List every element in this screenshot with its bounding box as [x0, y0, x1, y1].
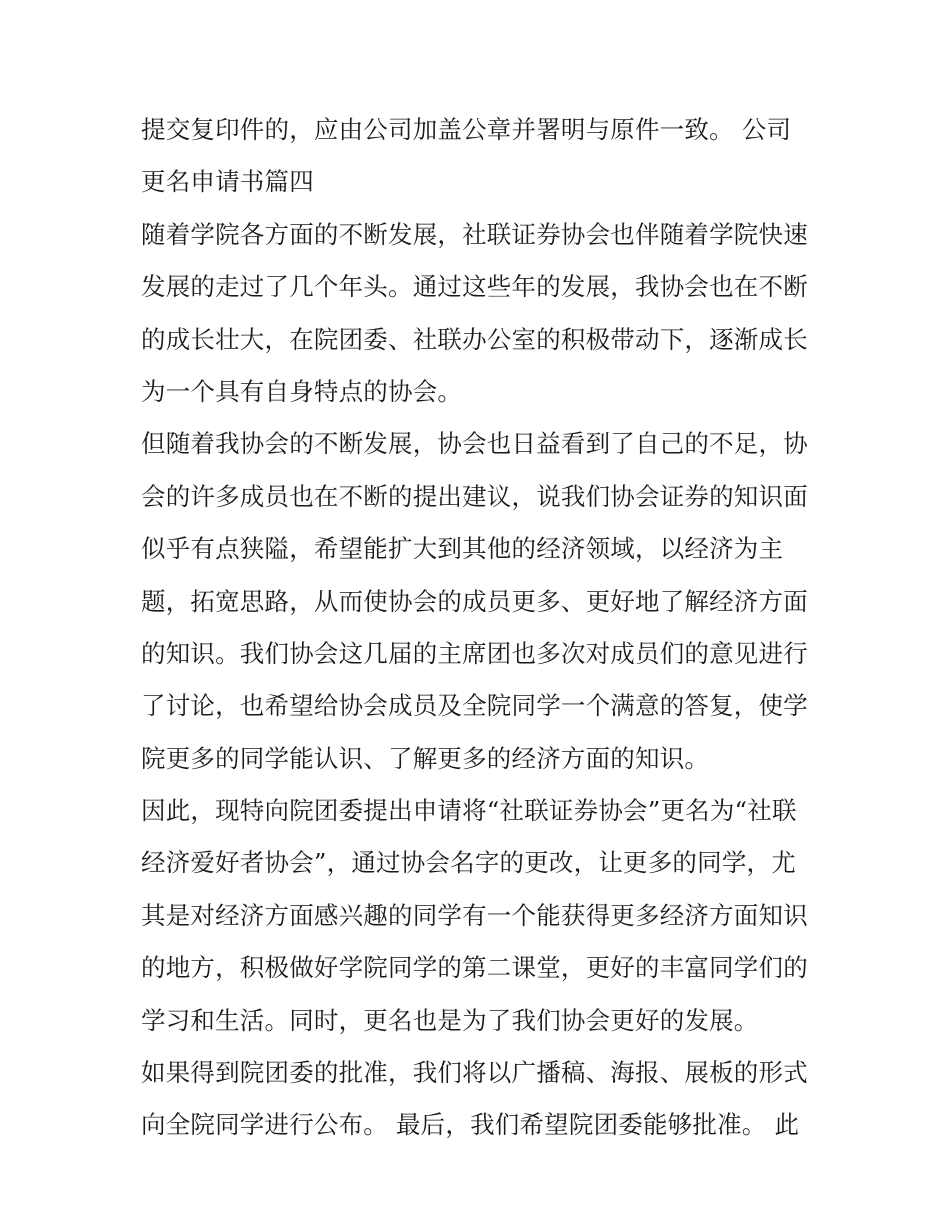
text-line: 的地方，积极做好学院同学的第二课堂，更好的丰富同学们的 [141, 953, 808, 983]
text-line: 因此，现特向院团委提出申请将“社联证券协会”更名为“社联 [141, 796, 797, 826]
text-line: 似乎有点狭隘，希望能扩大到其他的经济领域，以经济为主 [141, 534, 784, 564]
text-line: 了讨论，也希望给协会成员及全院同学一个满意的答复，使学 [141, 691, 808, 721]
text-line: 学习和生活。同时，更名也是为了我们协会更好的发展。 [141, 1005, 759, 1035]
text-line: 其是对经济方面感兴趣的同学有一个能获得更多经济方面知识 [141, 900, 808, 930]
document-body [141, 108, 821, 1156]
text-line: 经济爱好者协会”，通过协会名字的更改，让更多的同学，尤 [141, 848, 796, 878]
text-line: 但随着我协会的不断发展，协会也日益看到了自己的不足，协 [141, 429, 808, 459]
text-line: 题，拓宽思路，从而使协会的成员更多、更好地了解经济方面 [141, 586, 808, 616]
text-line: 随着学院各方面的不断发展，社联证券协会也伴随着学院快速 [141, 219, 808, 249]
text-line: 向全院同学进行公布。 最后，我们希望院团委能够批准。 此 [141, 1110, 800, 1140]
text-line: 院更多的同学能认识、了解更多的经济方面的知识。 [141, 743, 710, 773]
text-line: 的成长壮大，在院团委、社联办公室的积极带动下，逐渐成长 [141, 324, 808, 354]
text-line: 的知识。我们协会这几届的主席团也多次对成员们的意见进行 [141, 638, 808, 668]
text-line: 会的许多成员也在不断的提出建议，说我们协会证券的知识面 [141, 481, 808, 511]
text-line: 为一个具有自身特点的协会。 [141, 376, 463, 406]
section-heading: 更名申请书篇四 [141, 167, 314, 197]
text-line: 发展的走过了几个年头。通过这些年的发展，我协会也在不断 [141, 272, 808, 302]
text-line: 提交复印件的，应由公司加盖公章并署明与原件一致。 公司 [141, 115, 792, 144]
text-line: 如果得到院团委的批准，我们将以广播稿、海报、展板的形式 [141, 1058, 808, 1088]
